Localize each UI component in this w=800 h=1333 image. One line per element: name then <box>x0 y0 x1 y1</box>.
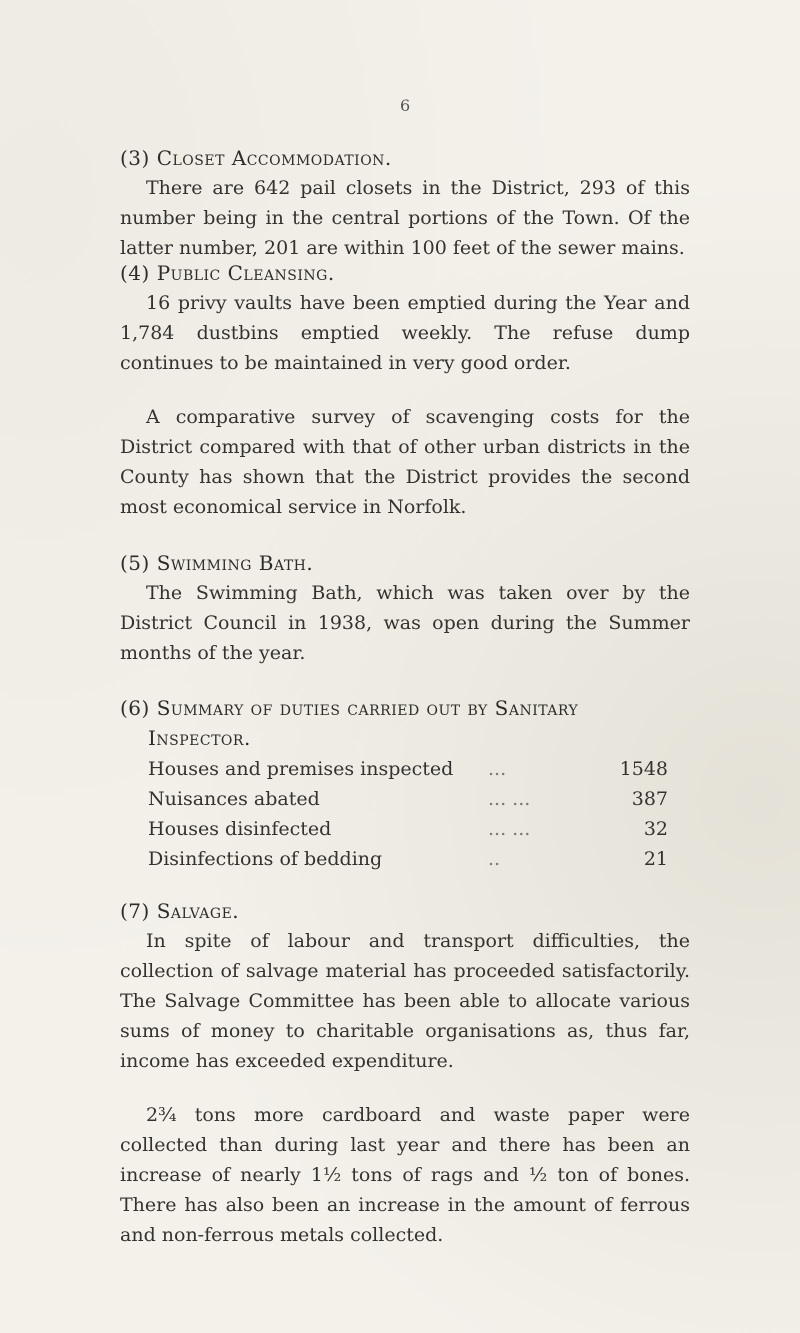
row-label: Nuisances abated <box>148 788 320 810</box>
row-leader: ... ... <box>488 788 531 810</box>
table-row <box>148 844 688 874</box>
row-value: 1548 <box>619 758 668 780</box>
section-heading: (5) Swimming Bath. <box>120 551 314 575</box>
row-leader: ... ... <box>488 818 531 840</box>
section-paragraph: There are 642 pail closets in the District, 293 of this number being in the central portions of the Town. Of the latter number, 201 are within 100 feet of the sewer mains. <box>120 177 690 259</box>
section-heading: (6) Summary of duties carried out by Sanitary <box>120 696 579 720</box>
page-number: 6 <box>400 96 411 115</box>
table-row <box>148 754 688 784</box>
row-label: Houses disinfected <box>148 818 332 840</box>
section-closet-accommodation <box>120 143 690 263</box>
section-heading: (3) Closet Accommodation. <box>120 146 392 170</box>
section-paragraph: 16 privy vaults have been emptied during the Year and 1,784 dustbins emptied weekly. The refuse dump continues to be maintained in very good order. <box>120 292 690 374</box>
section-paragraph: A comparative survey of scavenging costs for the District compared with that of other urban districts in the County has shown that the District provides the second most economical service in Norfolk. <box>120 406 690 518</box>
duties-table <box>148 754 688 874</box>
section-paragraph: In spite of labour and transport difficulties, the collection of salvage material has proceeded satisfactorily. The Salvage Committee has been able to allocate various sums of money to charitable organisations as, thus far, income has exceeded expenditure. <box>120 930 690 1072</box>
row-label: Houses and premises inspected <box>148 758 454 780</box>
section-heading: (7) Salvage. <box>120 899 240 923</box>
section-paragraph: The Swimming Bath, which was taken over by the District Council in 1938, was open during the Summer months of the year. <box>120 582 690 664</box>
section-heading-continued: Inspector. <box>148 726 251 750</box>
row-label: Disinfections of bedding <box>148 848 383 870</box>
section-swimming-bath <box>120 548 690 668</box>
row-value: 387 <box>631 788 668 810</box>
section-salvage <box>120 896 690 1250</box>
section-paragraph: 2¾ tons more cardboard and waste paper were collected than during last year and there has been an increase of nearly 1½ tons of rags and ½ ton of bones. There has also been an increase in the amount of ferrous and non-ferrous metals collected. <box>120 1104 690 1246</box>
section-heading: (4) Public Cleansing. <box>120 261 335 285</box>
table-row <box>148 784 688 814</box>
row-leader: .. <box>488 848 501 870</box>
row-leader: ... <box>488 758 507 780</box>
row-value: 21 <box>643 848 668 870</box>
section-summary-of-duties <box>120 693 690 753</box>
row-value: 32 <box>643 818 668 840</box>
table-row <box>148 814 688 844</box>
section-public-cleansing <box>120 258 690 522</box>
